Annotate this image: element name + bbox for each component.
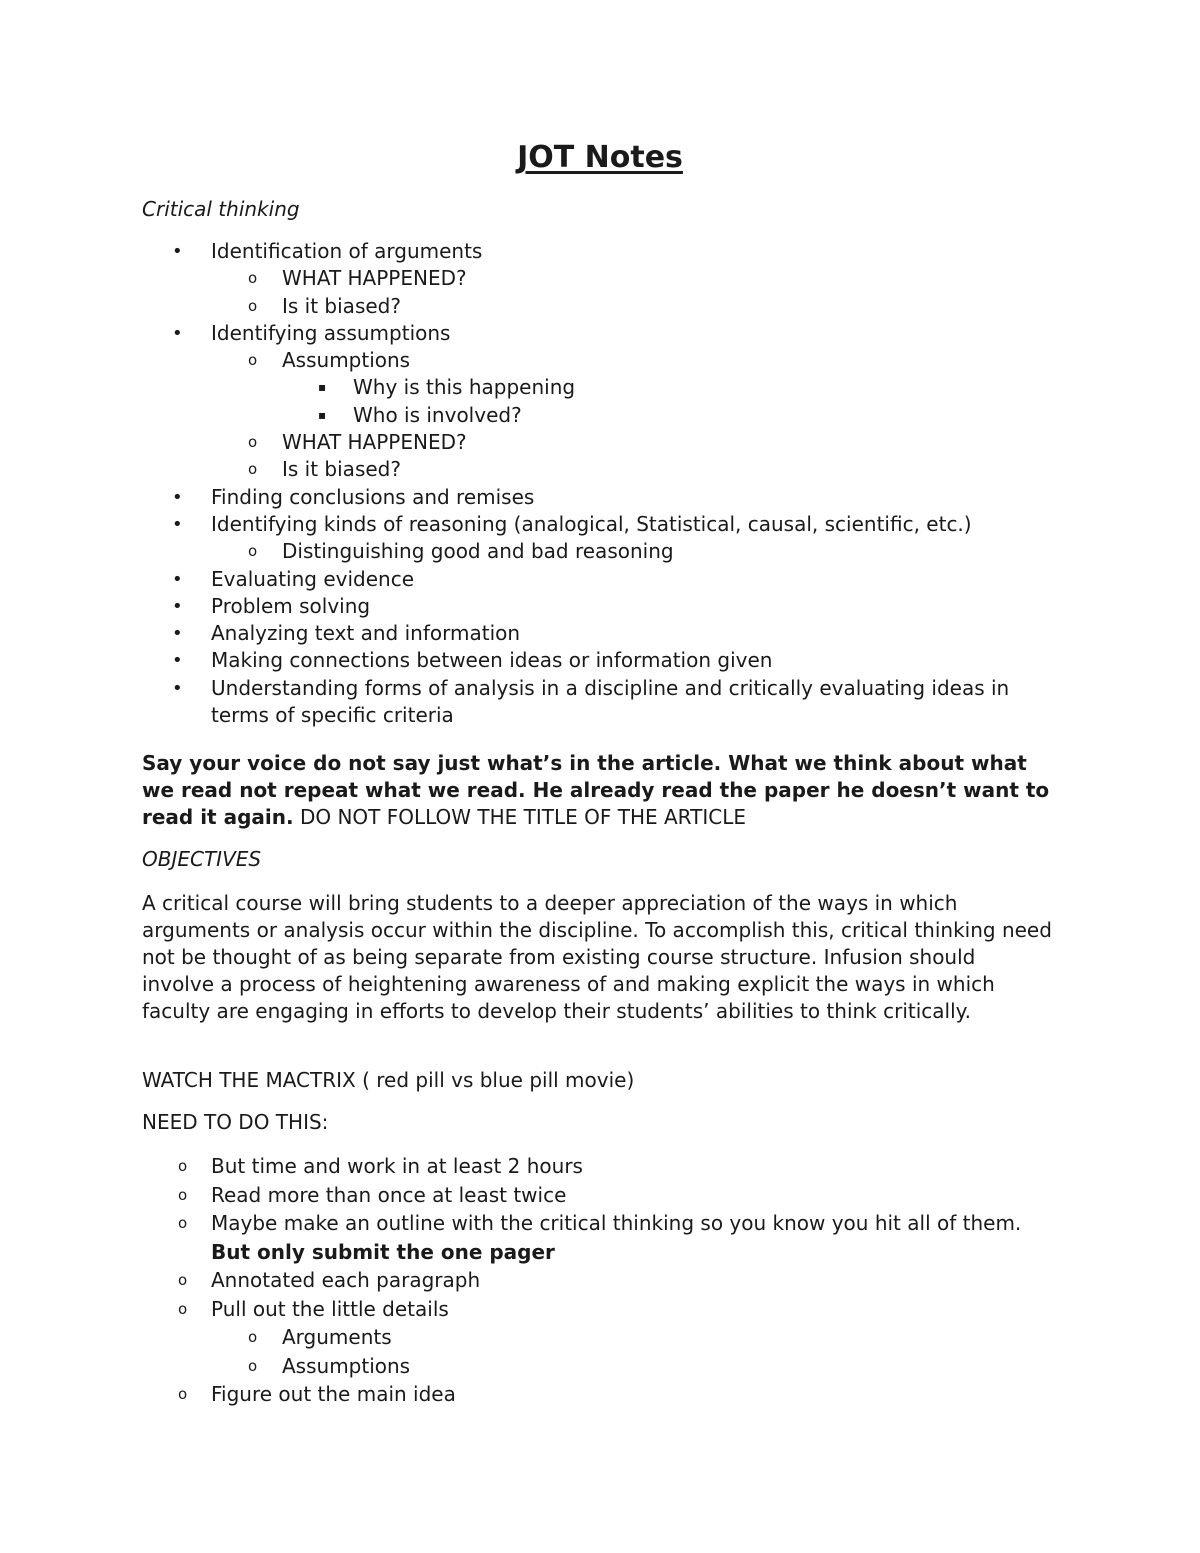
outline-item [0, 347, 1200, 374]
outline-item [0, 647, 1200, 674]
outline-item-text: Making connections between ideas or information given [211, 648, 773, 673]
outline-list [0, 238, 1200, 730]
outline-item-text: WHAT HAPPENED? [282, 430, 467, 455]
todo-item-text [211, 1295, 449, 1324]
bullet-icon: o [248, 296, 258, 315]
bullet-icon: • [172, 486, 183, 508]
outline-item [0, 374, 1200, 401]
todo-item-label: Arguments [282, 1325, 392, 1349]
todo-item-text [211, 1181, 566, 1210]
objectives-heading: OBJECTIVES [142, 847, 262, 871]
bullet-icon: • [172, 623, 183, 645]
outline-item-text: WHAT HAPPENED? [282, 266, 467, 291]
bullet-icon: ▪ [318, 380, 327, 395]
bullet-icon: o [178, 1385, 188, 1403]
todo-item-text [211, 1266, 480, 1295]
bullet-icon: • [172, 568, 183, 590]
bullet-icon: o [178, 1157, 188, 1175]
bullet-icon: o [178, 1299, 188, 1318]
bold-paragraph-bold-text: Say your voice do not say just what’s in the article. What we think about what we read not repeat what we read. He already read the paper he doesn’t want to read it again. [142, 751, 1050, 829]
todo-list [0, 1152, 1200, 1409]
outline-item-text: Analyzing text and information [211, 621, 521, 646]
todo-item [0, 1352, 1200, 1381]
todo-item-label: Figure out the main idea [211, 1382, 456, 1406]
outline-item [0, 620, 1200, 647]
bullet-icon: • [172, 241, 183, 262]
outline-item [0, 265, 1200, 292]
outline-item [0, 675, 1200, 730]
watch-line: WATCH THE MACTRIX ( red pill vs blue pill movie) [142, 1068, 635, 1092]
outline-item [0, 238, 1200, 265]
outline-item [0, 402, 1200, 429]
outline-item [0, 593, 1200, 620]
bullet-icon: o [248, 460, 258, 479]
todo-item [0, 1152, 1200, 1181]
bullet-icon: o [248, 433, 258, 452]
bullet-icon: • [172, 513, 183, 535]
todo-item-label: Read more than once at least twice [211, 1182, 567, 1207]
todo-item-label: Maybe make an outline with the critical thinking so you know you hit all of them. [211, 1211, 1022, 1235]
todo-item-label: Annotated each paragraph [211, 1268, 481, 1292]
bullet-icon: o [248, 542, 258, 561]
objectives-paragraph: A critical course will bring students to a deeper appreciation of the ways in which arguments or analysis occur within the discipline. To accomplish this, critical thinking need not be thought of as being separate from existing course structure. Infusion should involve a process of heightening awareness of and making explicit the ways in which faculty are engaging in efforts to develop their students’ abilities to think critically. [142, 891, 1052, 1023]
outline-item [0, 293, 1200, 320]
todo-item [0, 1181, 1200, 1210]
need-heading: NEED TO DO THIS: [142, 1110, 329, 1134]
bullet-icon: • [172, 677, 183, 699]
outline-item-text: Finding conclusions and remises [211, 484, 535, 509]
outline-item-text: Who is involved? [353, 402, 522, 427]
bullet-icon: o [178, 1271, 188, 1289]
bullet-icon: ▪ [318, 407, 327, 422]
outline-item-text: Understanding forms of analysis in a discipline and critically evaluating ideas in terms of specific criteria [211, 675, 1010, 728]
todo-item-bold-label: But only submit the one pager [211, 1239, 555, 1264]
outline-item-text: Why is this happening [353, 375, 576, 400]
bullet-icon: o [248, 1356, 258, 1375]
outline-item [0, 511, 1200, 538]
todo-item-text [211, 1152, 583, 1181]
outline-item-text: Distinguishing good and bad reasoning [282, 539, 674, 564]
bold-paragraph [142, 750, 1062, 831]
bullet-icon: o [178, 1185, 188, 1204]
outline-item-text: Problem solving [211, 593, 371, 618]
todo-item-label: Assumptions [282, 1353, 411, 1378]
todo-item [0, 1209, 1200, 1266]
todo-item-label: But time and work in at least 2 hours [211, 1154, 583, 1178]
outline-item-text: Evaluating evidence [211, 566, 415, 591]
outline-item [0, 538, 1200, 565]
todo-item [0, 1266, 1200, 1295]
outline-item-text: Identifying assumptions [211, 320, 451, 345]
outline-item [0, 484, 1200, 511]
outline-item [0, 429, 1200, 456]
outline-item [0, 456, 1200, 483]
page-title: JOT Notes [517, 140, 683, 175]
todo-item-text [282, 1352, 410, 1381]
outline-item [0, 320, 1200, 347]
outline-item-text: Is it biased? [282, 293, 401, 318]
outline-item-text: Identification of arguments [211, 239, 483, 263]
bold-paragraph-normal-text: DO NOT FOLLOW THE TITLE OF THE ARTICLE [293, 805, 746, 829]
section-heading: Critical thinking [142, 197, 300, 221]
bullet-icon: o [178, 1214, 188, 1232]
todo-item [0, 1323, 1200, 1352]
bullet-icon: • [172, 595, 183, 617]
todo-item [0, 1295, 1200, 1324]
outline-item-text: Identifying kinds of reasoning (analogical, Statistical, causal, scientific, etc.) [211, 511, 972, 536]
todo-item-text [282, 1323, 392, 1352]
bullet-icon: o [248, 269, 258, 288]
outline-item-text: Assumptions [282, 348, 411, 373]
todo-item-text [211, 1380, 456, 1409]
todo-item [0, 1380, 1200, 1409]
bullet-icon: o [248, 1328, 258, 1346]
bullet-icon: o [248, 351, 258, 370]
outline-item-text: Is it biased? [282, 457, 401, 482]
todo-item-label: Pull out the little details [211, 1296, 449, 1321]
bullet-icon: • [172, 322, 183, 344]
bullet-icon: • [172, 650, 183, 672]
todo-item-text [211, 1209, 1041, 1266]
outline-item [0, 566, 1200, 593]
